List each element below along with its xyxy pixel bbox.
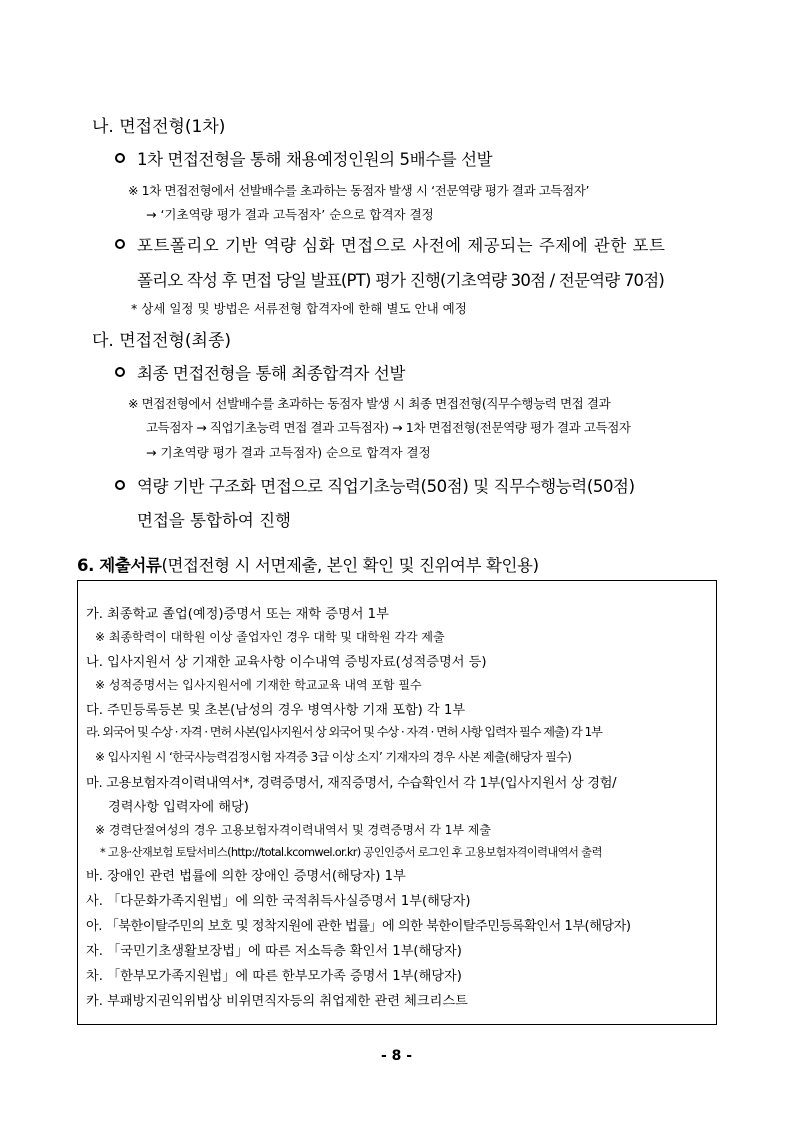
interview-final-note-line2: 고득점자 → 직업기초능력 면접 결과 고득점자) → 1차 면접전형(전문역량 평가 결과 고득점자 [146, 420, 631, 435]
interview-final-heading: 다. 면접전형(최종) [92, 331, 232, 351]
interview1-note1-line2: → ‘기초역량 평가 결과 고득점자’ 순으로 합격자 결정 [146, 207, 434, 222]
doc-da: 다. 주민등록등본 및 초본(남성의 경우 병역사항 기재 포함) 각 1부 [86, 703, 466, 718]
interview1-item2-line2: 폴리오 작성 후 면접 당일 발표(PT) 평가 진행(기초역량 30점 / 전문역량 70점) [137, 271, 665, 290]
interview1-item1: 1차 면접전형을 통해 채용예정인원의 5배수를 선발 [137, 150, 493, 169]
circle-bullet-icon [115, 153, 125, 163]
interview-final-note-line3: → 기초역량 평가 결과 고득점자) 순으로 합격자 결정 [146, 445, 431, 460]
interview-final-item1: 최종 면접전형을 통해 최종합격자 선발 [137, 364, 406, 383]
doc-ra: 라. 외국어 및 수상 · 자격 · 면허 사본(입사지원서 상 외국어 및 수상 · 자격 · 면허 사항 입력자 필수 제출) 각 1부 [86, 725, 602, 739]
doc-ga: 가. 최종학교 졸업(예정)증명서 또는 재학 증명서 1부 [86, 607, 389, 622]
interview-final-note-line1: ※ 면접전형에서 선발배수를 초과하는 동점자 발생 시 최종 면접전형(직무수행능력 면접 결과 [128, 396, 611, 411]
doc-ma-line2: 경력사항 입력자에 해당) [108, 800, 249, 815]
doc-cha: 차. 「한부모가족지원법」에 따른 한부모가족 증명서 1부(해당자) [86, 969, 462, 984]
doc-sa: 사. 「다문화가족지원법」에 의한 국적취득사실증명서 1부(해당자) [86, 894, 471, 909]
doc-aa: 아. 「북한이탈주민의 보호 및 정착지원에 관한 법률」에 의한 북한이탈주민등록확인서 1부(해당자) [86, 919, 631, 934]
interview1-heading: 나. 면접전형(1차) [92, 117, 226, 137]
doc-na: 나. 입사지원서 상 기재한 교육사항 이수내역 증빙자료(성적증명서 등) [86, 655, 487, 670]
interview1-note2: * 상세 일정 및 방법은 서류전형 합격자에 한해 별도 안내 예정 [131, 301, 467, 316]
doc-ra-note: ※ 입사지원 시 ‘한국사능력검정시험 자격증 3급 이상 소지’ 기재자의 경우 사본 제출(해당자 필수) [95, 750, 572, 764]
documents-box [77, 580, 717, 1025]
doc-ba: 바. 장애인 관련 법률에 의한 장애인 증명서(해당자) 1부 [86, 869, 406, 884]
section6-title: 6. 제출서류 [77, 556, 162, 575]
interview-final-item2-line1: 역량 기반 구조화 면접으로 직업기초능력(50점) 및 직무수행능력(50점) [137, 477, 635, 496]
doc-na-note: ※ 성적증명서는 입사지원서에 기재한 학교교육 내역 포함 필수 [95, 678, 422, 692]
section6-heading [77, 552, 539, 576]
doc-ma-note2: * 고용·산재보험 토탈서비스(http://total.kcomwel.or.kr) 공인인증서 로그인 후 고용보험자격이력내역서 출력 [100, 845, 602, 859]
page-number: - 8 - [380, 1048, 413, 1064]
doc-ma-line1: 마. 고용보험자격이력내역서*, 경력증명서, 재직증명서, 수습확인서 각 1부(입사지원서 상 경험/ [86, 776, 617, 791]
circle-bullet-icon [115, 480, 125, 490]
doc-ja: 자. 「국민기초생활보장법」에 따른 저소득층 확인서 1부(해당자) [86, 944, 462, 959]
doc-ga-note: ※ 최종학력이 대학원 이상 졸업자인 경우 대학 및 대학원 각각 제출 [95, 630, 445, 644]
doc-ka: 카. 부패방지권익위법상 비위면직자등의 취업제한 관련 체크리스트 [86, 994, 468, 1009]
circle-bullet-icon [115, 239, 125, 249]
interview-final-item2-line2: 면접을 통합하여 진행 [137, 511, 291, 530]
interview1-note1-line1: ※ 1차 면접전형에서 선발배수를 초과하는 동점자 발생 시 ‘전문역량 평가 결과 고득점자’ [128, 183, 590, 198]
interview1-item2-line1: 포트폴리오 기반 역량 심화 면접으로 사전에 제공되는 주제에 관한 포트 [137, 236, 666, 255]
circle-bullet-icon [115, 367, 125, 377]
section6-subtitle: (면접전형 시 서면제출, 본인 확인 및 진위여부 확인용) [161, 556, 539, 575]
doc-ma-note1: ※ 경력단절여성의 경우 고용보험자격이력내역서 및 경력증명서 각 1부 제출 [95, 823, 491, 837]
